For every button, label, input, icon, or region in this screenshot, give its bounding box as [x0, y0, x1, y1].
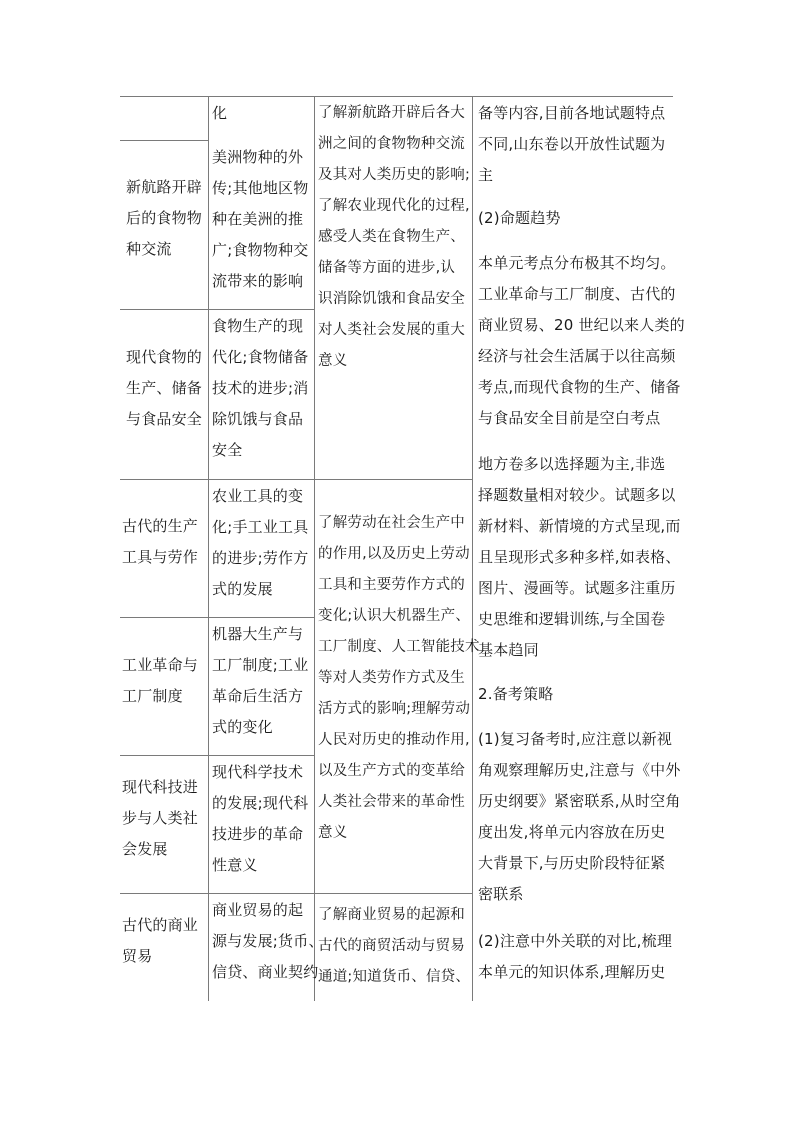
requirement-cell: 了解商业贸易的起源和 古代的商贸活动与贸易 通道;知道货币、信贷、 — [318, 907, 471, 985]
content-cell: 现代科学技术 的发展;现代科 技进步的革命 性意义 — [212, 763, 309, 874]
analysis-paragraph: 本单元考点分布极其不均匀。 工业革命与工厂制度、古代的 商业贸易、20 世纪以来人类的 经济与社会生活属于以往高频 考点,而现代食物的生产、储备 与食品安全目前是空白考点 — [478, 254, 685, 427]
analysis-paragraph: 备等内容,目前各地试题特点 不同,山东卷以开放性试题为 主 — [478, 104, 666, 184]
content-cell-continuation: 化 — [212, 104, 228, 122]
row-divider — [120, 893, 473, 894]
row-divider — [120, 755, 314, 756]
content-cell: 食物生产的现 代化;食物储备 技术的进步;消 除饥饿与食品 安全 — [212, 317, 309, 459]
analysis-heading: (2)命题趋势 — [478, 209, 561, 227]
content-cell: 机器大生产与 工厂制度;工业 革命后生活方 式的变化 — [212, 625, 309, 736]
topic-cell: 古代的生产 工具与劳作 — [122, 517, 199, 566]
content-cell: 商业贸易的起 源与发展;货币、 信贷、商业契约 — [212, 901, 324, 981]
topic-cell: 工业革命与 工厂制度 — [122, 656, 199, 705]
row-divider — [120, 309, 314, 310]
analysis-paragraph: (2)注意中外关联的对比,梳理 本单元的知识体系,理解历史 — [478, 932, 673, 981]
column-divider — [208, 96, 209, 1001]
topic-cell: 新航路开辟 后的食物物 种交流 — [126, 178, 203, 258]
content-cell: 美洲物种的外 传;其他地区物 种在美洲的推 广;食物物种交 流带来的影响 — [212, 148, 309, 290]
analysis-paragraph: 地方卷多以选择题为主,非选 择题数量相对较少。试题多以 新材料、新情境的方式呈现,而 且呈现形式多种多样,如表格、 图片、漫画等。试题多注重历 史思维和逻辑训练,与全国卷 基本趋同 — [478, 455, 681, 659]
requirement-cell: 了解劳动在社会生产中 的作用,以及历史上劳动 工具和主要劳作方式的 变化;认识大机器生产、 工厂制度、人工智能技术 等对人类劳作方式及生 活方式的影响;理解劳动 人民对历史的推动作用, 以及生产方式的变革给 人类社会带来的革命性 意义 — [318, 515, 480, 841]
column-divider — [314, 96, 315, 1001]
row-divider — [120, 617, 314, 618]
analysis-paragraph: (1)复习备考时,应注意以新视 角观察理解历史,注意与《中外 历史纲要》紧密联系,从时空角 度出发,将单元内容放在历史 大背景下,与历史阶段特征紧 密联系 — [478, 730, 681, 903]
row-divider — [120, 479, 473, 480]
requirement-cell: 了解新航路开辟后各大 洲之间的食物物种交流 及其对人类历史的影响; 了解农业现代化的过程, 感受人类在食物生产、 储备等方面的进步,认 识消除饥饿和食品安全 对人类社会发展的重大 意义 — [318, 105, 471, 369]
content-cell: 农业工具的变 化;手工业工具 的进步;劳作方 式的发展 — [212, 487, 309, 598]
row-divider — [120, 140, 208, 141]
topic-cell: 现代食物的 生产、储备 与食品安全 — [126, 348, 203, 428]
table-top-border — [120, 96, 673, 97]
analysis-heading: 2.备考策略 — [478, 685, 554, 703]
topic-cell: 古代的商业 贸易 — [122, 916, 199, 965]
topic-cell: 现代科技进 步与人类社 会发展 — [122, 778, 199, 858]
